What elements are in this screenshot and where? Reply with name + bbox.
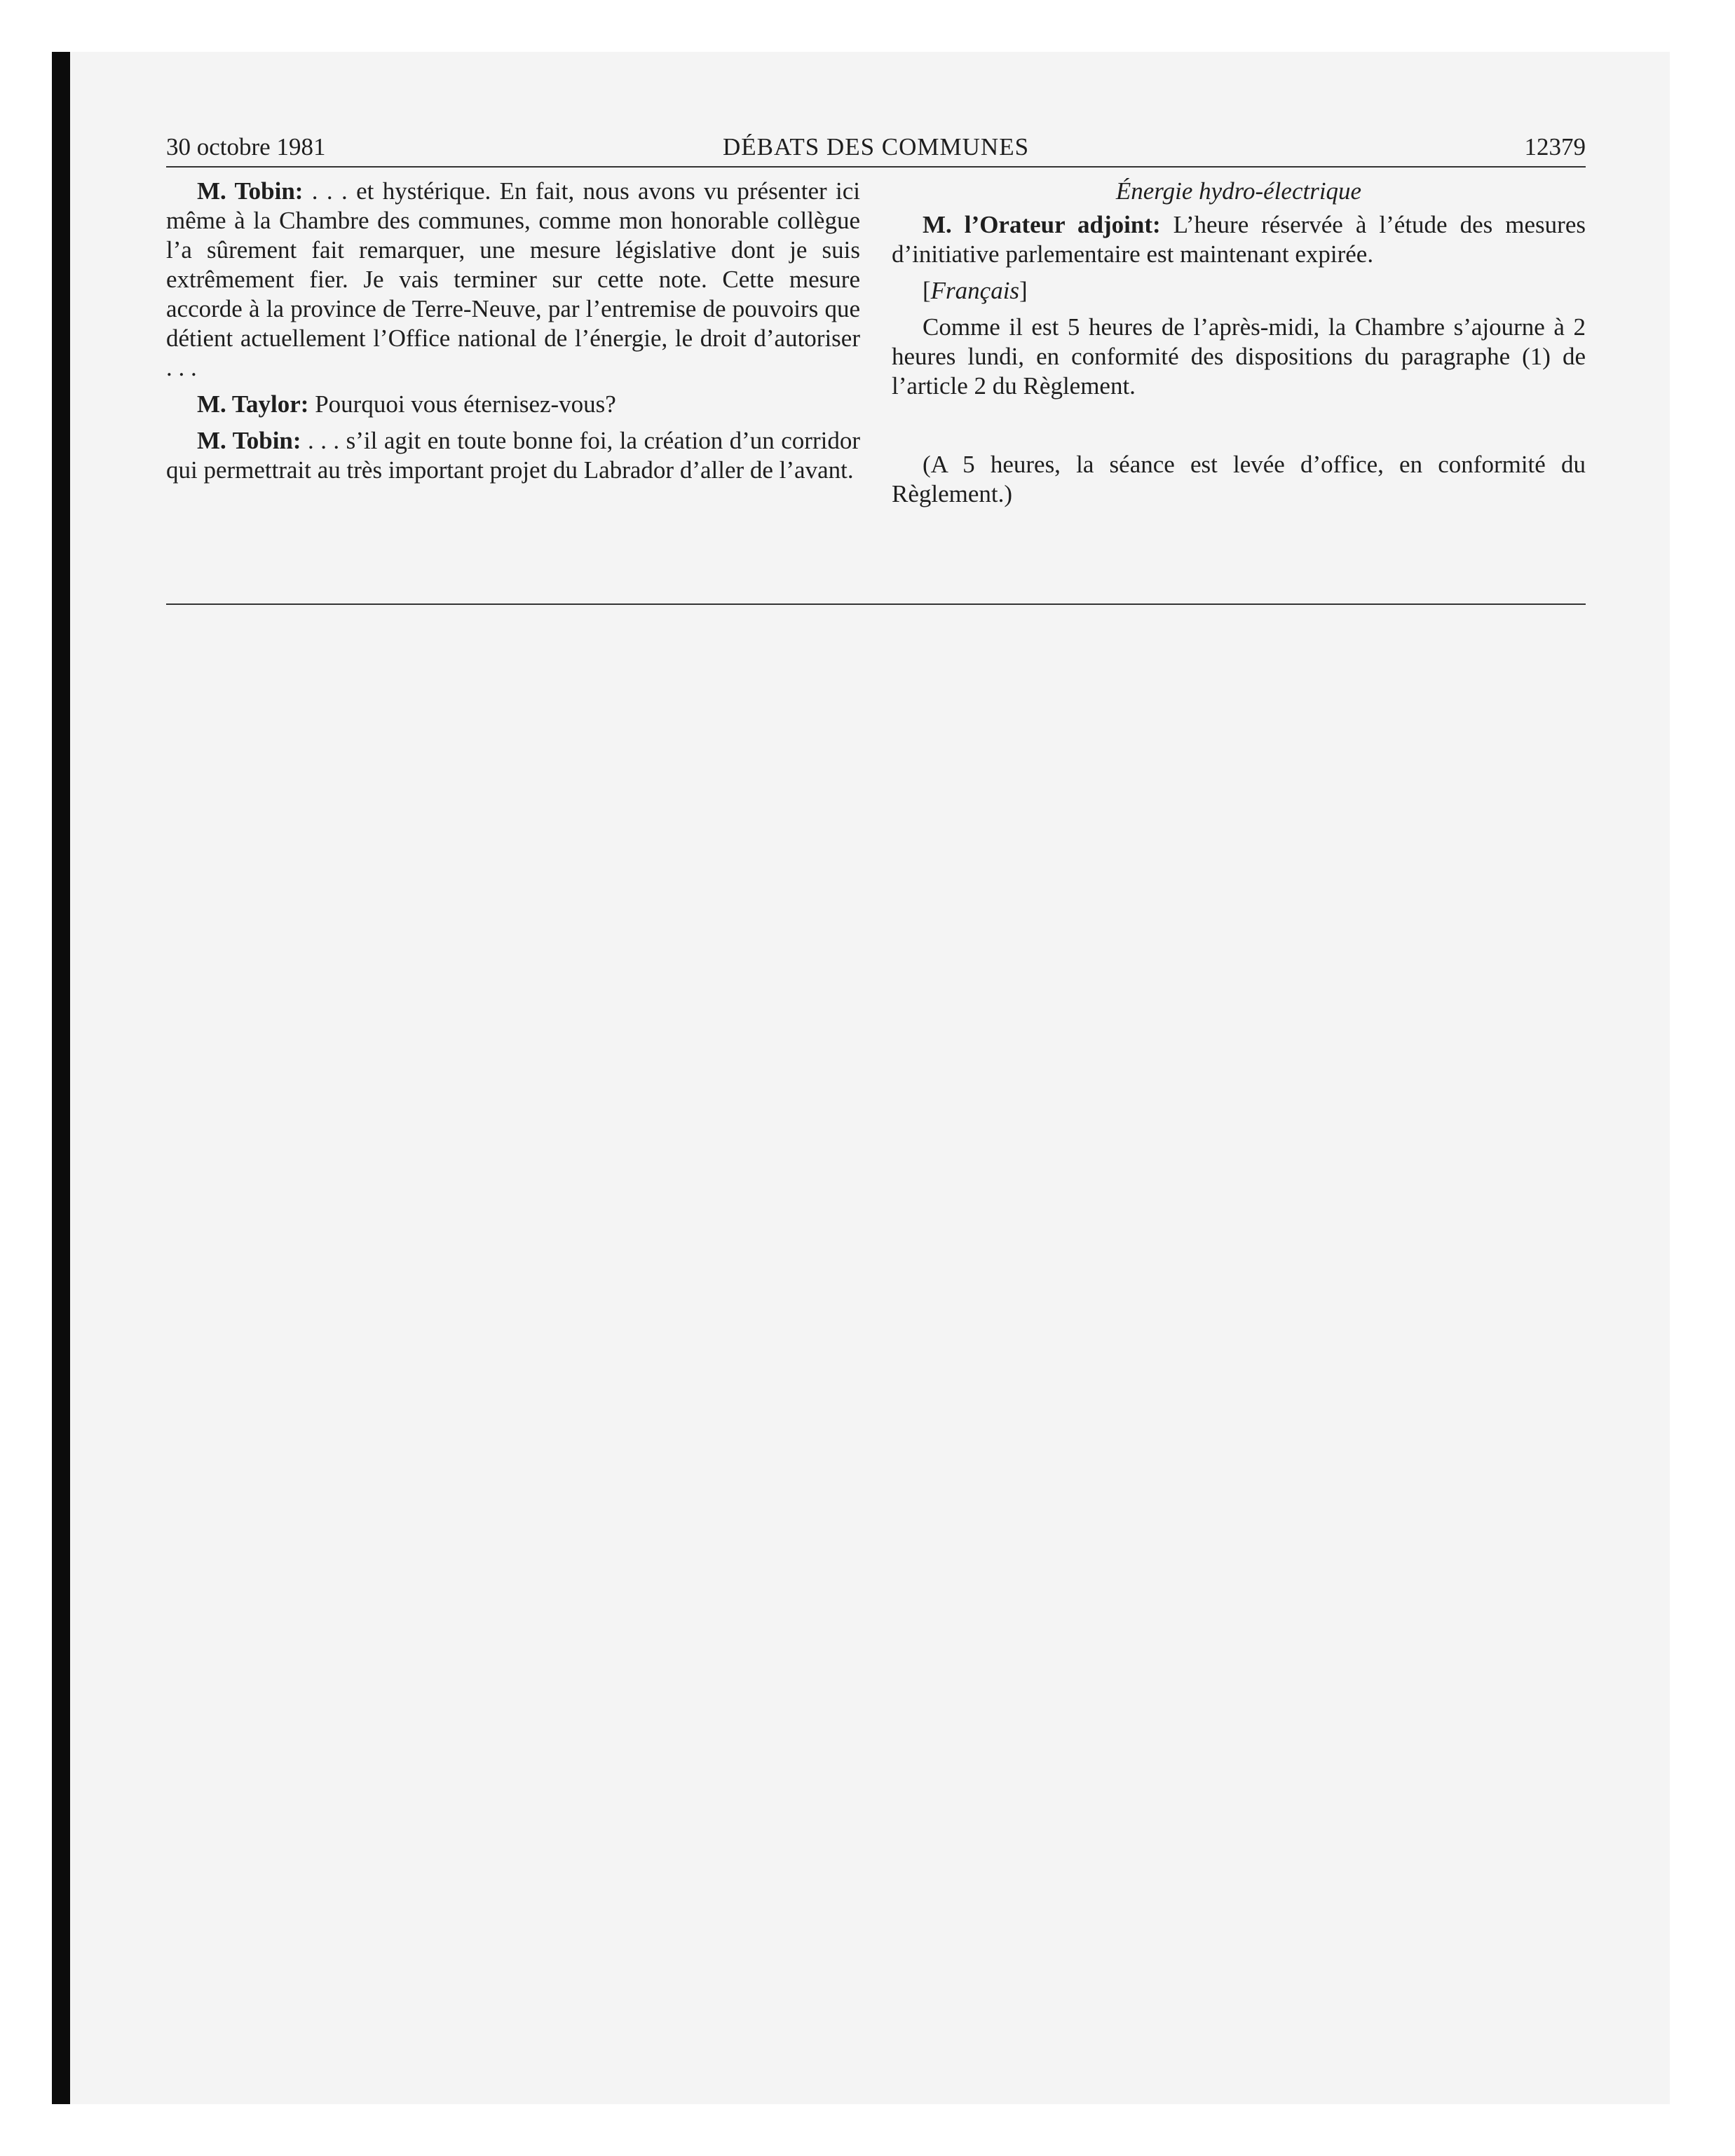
header-rule [166, 166, 1586, 168]
speech-text: . . . et hystérique. En fait, nous avons vu présenter ici même à la Chambre des communes, comme mon honorable collègue l’a sûrement fait remarquer, une mesure législative dont je suis extrêmement fier. Je vais terminer sur cette note. Cette mesure accorde à la province de Terre-Neuve, par l’entremise de pouvoirs que détient actuellement l’Office national de l’énergie, le droit d’autoriser . . . [166, 177, 860, 381]
header-journal-title: DÉBATS DES COMMUNES [722, 133, 1030, 161]
speech-text: . . . s’il agit en toute bonne foi, la création d’un corridor qui permettrait au très important projet du Labrador d’aller de l’avant. [166, 427, 860, 484]
section-subheading: Énergie hydro-électrique [1115, 177, 1362, 205]
header-page-number: 12379 [1524, 133, 1586, 161]
left-column [166, 177, 860, 492]
language-marker: [Français] [923, 277, 1028, 304]
speaker-name: M. Tobin: [197, 427, 301, 454]
header-date: 30 octobre 1981 [166, 133, 326, 161]
speaker-name: M. Tobin: [197, 177, 304, 205]
speech-paragraph [166, 426, 860, 485]
closing-note: (A 5 heures, la séance est levée d’office, en conformité du Règlement.) [892, 451, 1586, 507]
speech-paragraph [892, 210, 1586, 269]
end-rule [166, 603, 1586, 605]
adjournment-paragraph: Comme il est 5 heures de l’après-midi, la Chambre s’ajourne à 2 heures lundi, en conformité des dispositions du paragraphe (1) de l’article 2 du Règlement. [892, 313, 1586, 400]
speech-text: Pourquoi vous éternisez-vous? [308, 390, 616, 418]
speech-paragraph [166, 177, 860, 383]
speech-text: L’heure réservée à l’étude des mesures d’initiative parlementaire est maintenant expirée. [892, 211, 1586, 268]
speech-paragraph [166, 390, 860, 419]
speaker-name: M. Taylor: [197, 390, 309, 418]
right-column [892, 177, 1586, 516]
scan-binding-edge [52, 52, 70, 2104]
running-header [166, 131, 1586, 163]
language-name: Français [930, 277, 1020, 304]
speaker-name: M. l’Orateur adjoint: [923, 211, 1161, 238]
